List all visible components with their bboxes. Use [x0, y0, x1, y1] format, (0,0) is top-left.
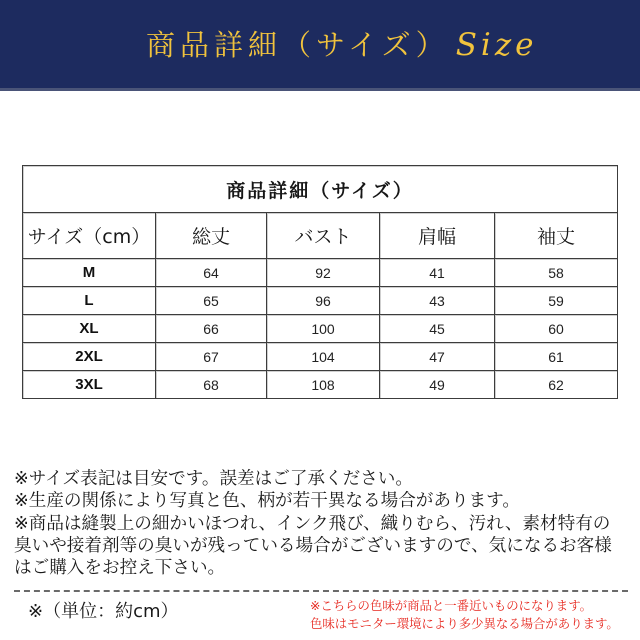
cell-sleeve: 62 [495, 371, 618, 399]
notes-block [14, 468, 634, 579]
size-table [22, 165, 618, 399]
note-line: 臭いや接着剤等の臭いが残っている場合がございますので、気になるお客様 [14, 535, 612, 556]
table-row [23, 315, 618, 343]
cell-shoulder: 49 [380, 371, 495, 399]
cell-sleeve: 60 [495, 315, 618, 343]
header-length: 総丈 [156, 213, 267, 259]
unit-note: ※（単位：約cm） [28, 601, 179, 622]
size-label: 3XL [23, 371, 156, 399]
table-caption: 商品詳細（サイズ） [23, 166, 618, 213]
banner-script-text: Size [455, 27, 538, 63]
cell-shoulder: 43 [380, 287, 495, 315]
note-line: ※サイズ表記は目安です。誤差はご了承ください。 [14, 469, 413, 489]
color-note-line: ※こちらの色味が商品と一番近いものになります。 [310, 598, 592, 613]
header-size: サイズ（cm） [23, 213, 156, 259]
table-row [23, 287, 618, 315]
header-sleeve: 袖丈 [495, 213, 618, 259]
table-caption-row [23, 166, 618, 213]
cell-bust: 96 [267, 287, 380, 315]
banner-title [146, 25, 538, 65]
cell-sleeve: 58 [495, 259, 618, 287]
size-label: 2XL [23, 343, 156, 371]
cell-sleeve: 61 [495, 343, 618, 371]
table-row [23, 371, 618, 399]
size-label: M [23, 259, 156, 287]
table-row [23, 259, 618, 287]
color-notes [310, 597, 632, 633]
dashed-divider [14, 590, 628, 592]
note-line: ※生産の関係により写真と色、柄が若干異なる場合があります。 [14, 491, 520, 512]
cell-shoulder: 47 [380, 343, 495, 371]
cell-length: 65 [156, 287, 267, 315]
cell-bust: 104 [267, 343, 380, 371]
cell-bust: 108 [267, 371, 380, 399]
header-banner [0, 0, 640, 91]
header-shoulder: 肩幅 [380, 213, 495, 259]
color-note-line: 色味はモニター環境により多少異なる場合があります。 [310, 616, 619, 631]
cell-length: 64 [156, 259, 267, 287]
size-label: XL [23, 315, 156, 343]
cell-bust: 100 [267, 315, 380, 343]
table-header-row [23, 213, 618, 259]
note-line: ※商品は縫製上の細かいほつれ、インク飛び、織りむら、汚れ、素材特有の [14, 513, 611, 534]
size-label: L [23, 287, 156, 315]
cell-length: 66 [156, 315, 267, 343]
cell-shoulder: 41 [380, 259, 495, 287]
note-line: はご購入をお控え下さい。 [14, 558, 226, 579]
cell-length: 68 [156, 371, 267, 399]
header-bust: バスト [267, 213, 380, 259]
cell-sleeve: 59 [495, 287, 618, 315]
cell-bust: 92 [267, 259, 380, 287]
cell-length: 67 [156, 343, 267, 371]
banner-title-text: 商品詳細（サイズ） [146, 28, 450, 62]
table-row [23, 343, 618, 371]
cell-shoulder: 45 [380, 315, 495, 343]
